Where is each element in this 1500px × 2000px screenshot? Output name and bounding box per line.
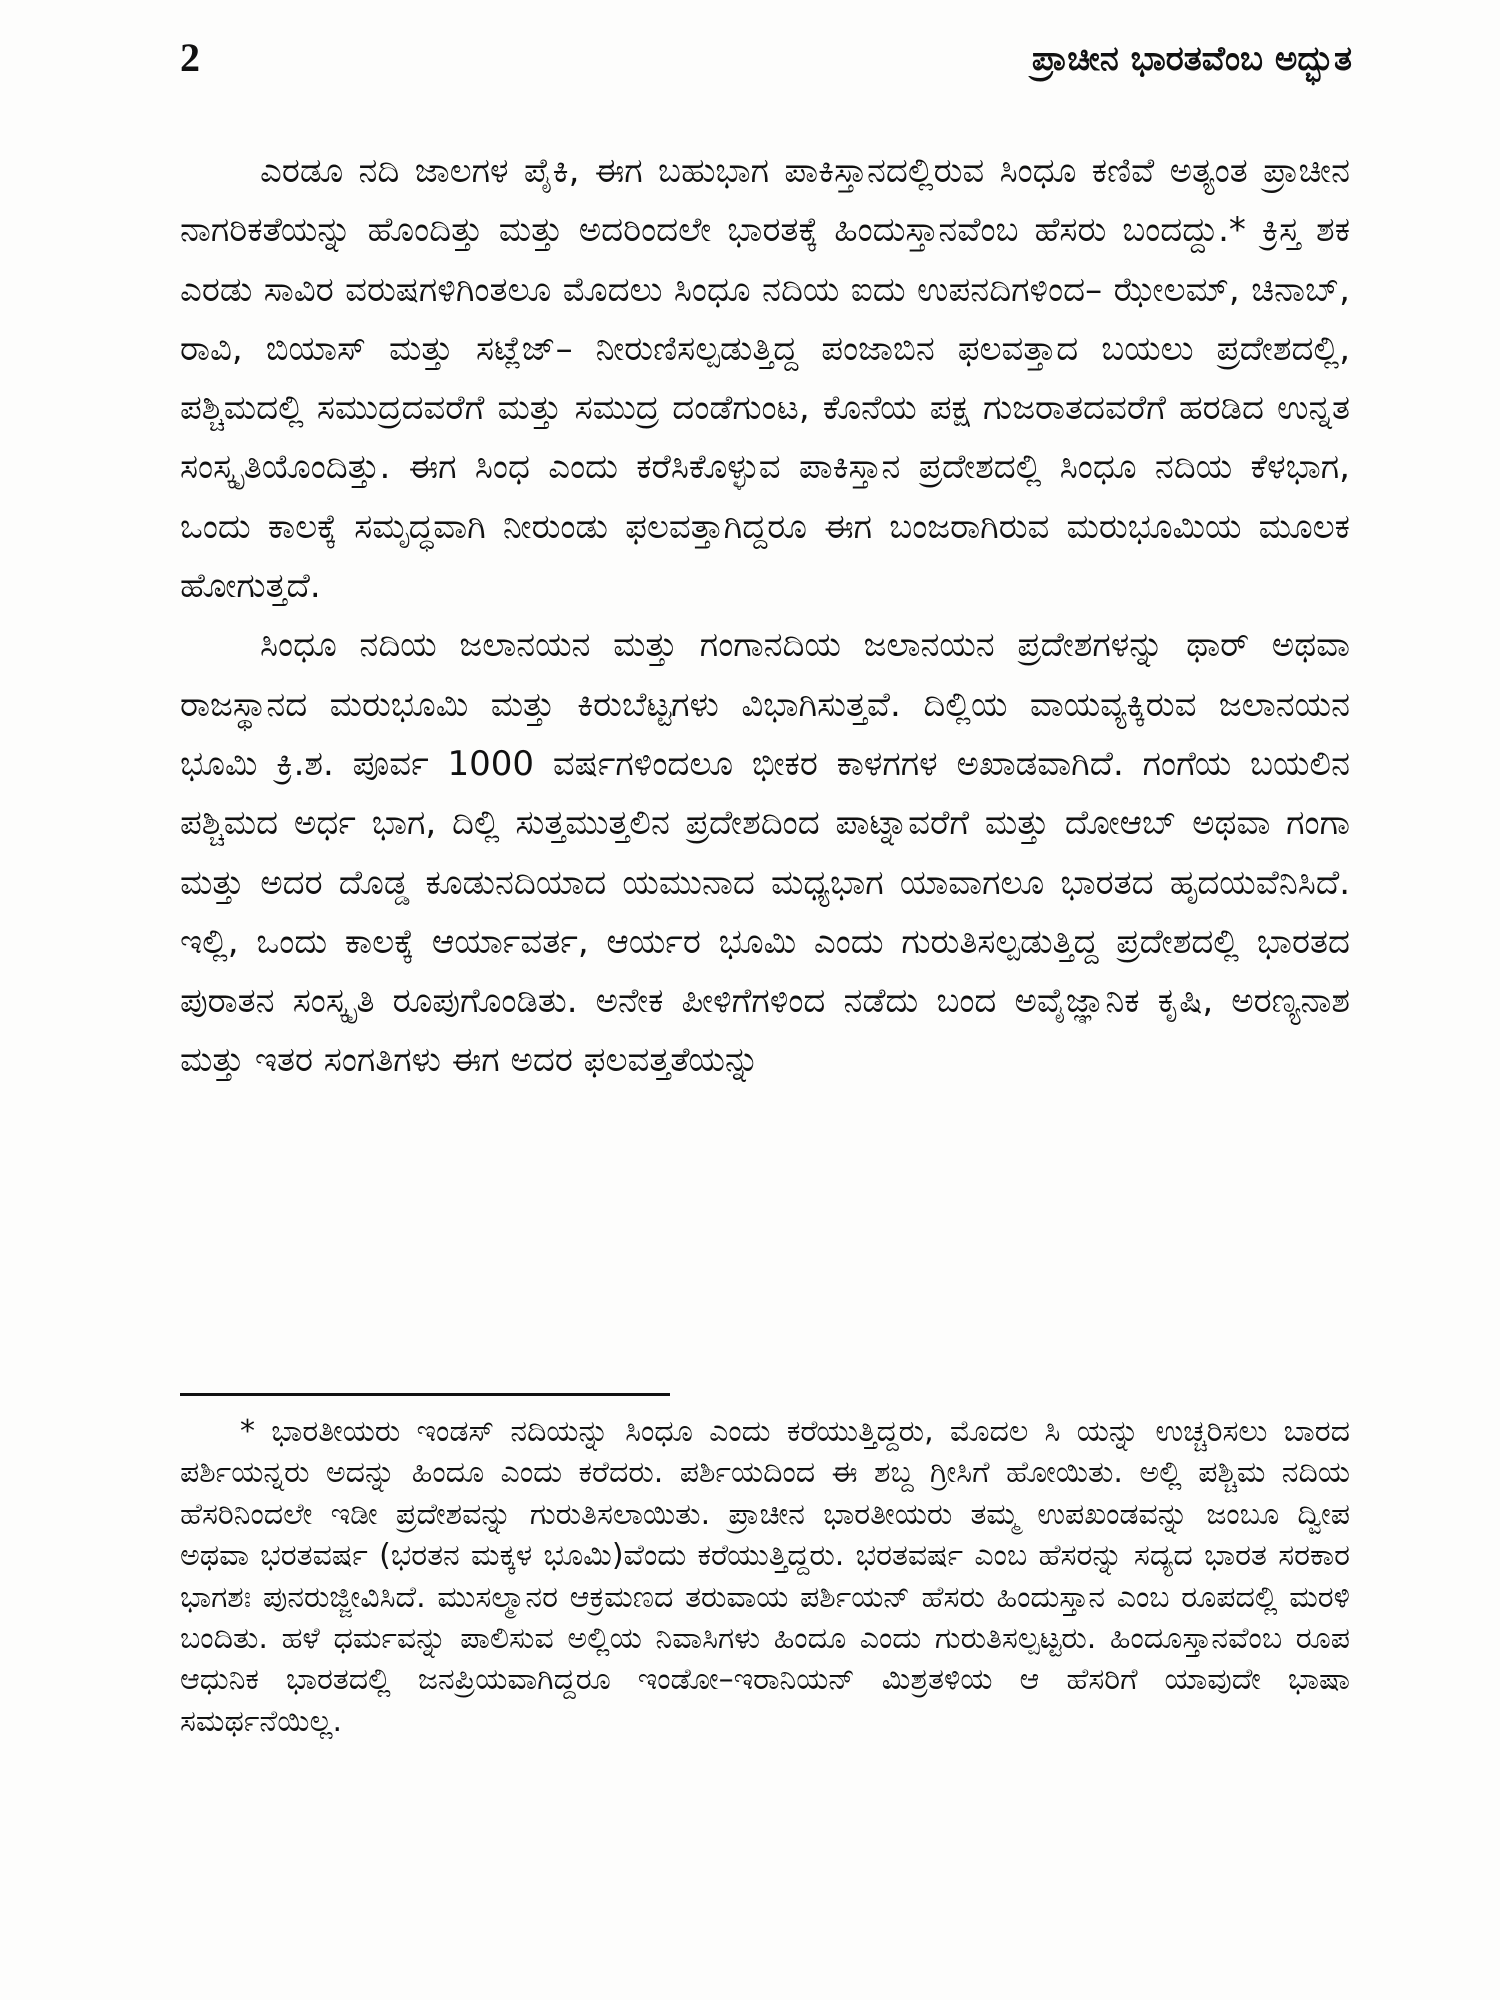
paragraph-1: ಎರಡೂ ನದಿ ಜಾಲಗಳ ಪೈಕಿ, ಈಗ ಬಹುಭಾಗ ಪಾಕಿಸ್ತಾನದಲ್ಲಿರುವ ಸಿಂಧೂ ಕಣಿವೆ ಅತ್ಯಂತ ಪ್ರಾಚೀನ ನಾಗರಿಕತೆಯನ್ನು ಹೊಂದಿತ್ತು ಮತ್ತು ಅದರಿಂದಲೇ ಭಾರತಕ್ಕೆ ಹಿಂದುಸ್ತಾನವೆಂಬ ಹೆಸರು ಬಂದದ್ದು.* ಕ್ರಿಸ್ತ ಶಕ ಎರಡು ಸಾವಿರ ವರುಷಗಳಿಗಿಂತಲೂ ಮೊದಲು ಸಿಂಧೂ ನದಿಯ ಐದು ಉಪನದಿಗಳಿಂದ– ಝೇಲಮ್, ಚಿನಾಬ್, ರಾವಿ, ಬಿಯಾಸ್ ಮತ್ತು ಸಟ್ಲೆಜ್– ನೀರುಣಿಸಲ್ಪಡುತ್ತಿದ್ದ ಪಂಜಾಬಿನ ಫಲವತ್ತಾದ ಬಯಲು ಪ್ರದೇಶದಲ್ಲಿ, ಪಶ್ಚಿಮದಲ್ಲಿ ಸಮುದ್ರದವರೆಗೆ ಮತ್ತು ಸಮುದ್ರ ದಂಡೆಗುಂಟ, ಕೊನೆಯ ಪಕ್ಷ ಗುಜರಾತದವರೆಗೆ ಹರಡಿದ ಉನ್ನತ ಸಂಸ್ಕೃತಿಯೊಂದಿತ್ತು. ಈಗ ಸಿಂಧ ಎಂದು ಕರೆಸಿಕೊಳ್ಳುವ ಪಾಕಿಸ್ತಾನ ಪ್ರದೇಶದಲ್ಲಿ ಸಿಂಧೂ ನದಿಯ ಕೆಳಭಾಗ, ಒಂದು ಕಾಲಕ್ಕೆ ಸಮೃದ್ಧವಾಗಿ ನೀರುಂಡು ಫಲವತ್ತಾಗಿದ್ದರೂ ಈಗ ಬಂಜರಾಗಿರುವ ಮರುಭೂಮಿಯ ಮೂಲಕ ಹೋಗುತ್ತದೆ. (180, 151, 1350, 607)
footnote-divider (180, 1393, 670, 1396)
page-number: 2 (180, 35, 200, 80)
footnote: * ಭಾರತೀಯರು ಇಂಡಸ್ ನದಿಯನ್ನು ಸಿಂಧೂ ಎಂದು ಕರೆಯುತ್ತಿದ್ದರು, ಮೊದಲ ಸಿ ಯನ್ನು ಉಚ್ಚರಿಸಲು ಬಾರದ ಪರ್ಶಿಯನ್ನರು ಅದನ್ನು ಹಿಂದೂ ಎಂದು ಕರೆದರು. ಪರ್ಶಿಯದಿಂದ ಈ ಶಬ್ದ ಗ್ರೀಸಿಗೆ ಹೋಯಿತು. ಅಲ್ಲಿ ಪಶ್ಚಿಮ ನದಿಯ ಹೆಸರಿನಿಂದಲೇ ಇಡೀ ಪ್ರದೇಶವನ್ನು ಗುರುತಿಸಲಾಯಿತು. ಪ್ರಾಚೀನ ಭಾರತೀಯರು ತಮ್ಮ ಉಪಖಂಡವನ್ನು ಜಂಬೂ ದ್ವೀಪ ಅಥವಾ ಭರತವರ್ಷ (ಭರತನ ಮಕ್ಕಳ ಭೂಮಿ)ವೆಂದು ಕರೆಯುತ್ತಿದ್ದರು. ಭರತವರ್ಷ ಎಂಬ ಹೆಸರನ್ನು ಸದ್ಯದ ಭಾರತ ಸರಕಾರ ಭಾಗಶಃ ಪುನರುಜ್ಜೀವಿಸಿದೆ. ಮುಸಲ್ಮಾನರ ಆಕ್ರಮಣದ ತರುವಾಯ ಪರ್ಶಿಯನ್ ಹೆಸರು ಹಿಂದುಸ್ತಾನ ಎಂಬ ರೂಪದಲ್ಲಿ ಮರಳಿ ಬಂದಿತು. ಹಳೆ ಧರ್ಮವನ್ನು ಪಾಲಿಸುವ ಅಲ್ಲಿಯ ನಿವಾಸಿಗಳು ಹಿಂದೂ ಎಂದು ಗುರುತಿಸಲ್ಪಟ್ಟರು. ಹಿಂದೂಸ್ತಾನವೆಂಬ ರೂಪ ಆಧುನಿಕ ಭಾರತದಲ್ಲಿ ಜನಪ್ರಿಯವಾಗಿದ್ದರೂ ಇಂಡೋ–ಇರಾನಿಯನ್ ಮಿಶ್ರತಳಿಯ ಆ ಹೆಸರಿಗೆ ಯಾವುದೇ ಭಾಷಾ ಸಮರ್ಥನೆಯಿಲ್ಲ. (180, 1414, 1350, 1739)
running-title: ಪ್ರಾಚೀನ ಭಾರತವೆಂಬ ಅದ್ಭುತ (1031, 39, 1352, 79)
main-text (180, 142, 1350, 1091)
paragraph-2: ಸಿಂಧೂ ನದಿಯ ಜಲಾನಯನ ಮತ್ತು ಗಂಗಾನದಿಯ ಜಲಾನಯನ ಪ್ರದೇಶಗಳನ್ನು ಥಾರ್ ಅಥವಾ ರಾಜಸ್ಥಾನದ ಮರುಭೂಮಿ ಮತ್ತು ಕಿರುಬೆಟ್ಟಗಳು ವಿಭಾಗಿಸುತ್ತವೆ. ದಿಲ್ಲಿಯ ವಾಯವ್ಯಕ್ಕಿರುವ ಜಲಾನಯನ ಭೂಮಿ ಕ್ರಿ.ಶ. ಪೂರ್ವ 1000 ವರ್ಷಗಳಿಂದಲೂ ಭೀಕರ ಕಾಳಗಗಳ ಅಖಾಡವಾಗಿದೆ. ಗಂಗೆಯ ಬಯಲಿನ ಪಶ್ಚಿಮದ ಅರ್ಧ ಭಾಗ, ದಿಲ್ಲಿ ಸುತ್ತಮುತ್ತಲಿನ ಪ್ರದೇಶದಿಂದ ಪಾಟ್ನಾವರೆಗೆ ಮತ್ತು ದೋಆಬ್ ಅಥವಾ ಗಂಗಾ ಮತ್ತು ಅದರ ದೊಡ್ಡ ಕೂಡುನದಿಯಾದ ಯಮುನಾದ ಮಧ್ಯಭಾಗ ಯಾವಾಗಲೂ ಭಾರತದ ಹೃದಯವೆನಿಸಿದೆ. ಇಲ್ಲಿ, ಒಂದು ಕಾಲಕ್ಕೆ ಆರ್ಯಾವರ್ತ, ಆರ್ಯರ ಭೂಮಿ ಎಂದು ಗುರುತಿಸಲ್ಪಡುತ್ತಿದ್ದ ಪ್ರದೇಶದಲ್ಲಿ ಭಾರತದ ಪುರಾತನ ಸಂಸ್ಕೃತಿ ರೂಪುಗೊಂಡಿತು. ಅನೇಕ ಪೀಳಿಗೆಗಳಿಂದ ನಡೆದು ಬಂದ ಅವೈಜ್ಞಾನಿಕ ಕೃಷಿ, ಅರಣ್ಯನಾಶ ಮತ್ತು ಇತರ ಸಂಗತಿಗಳು ಈಗ ಅದರ ಫಲವತ್ತತೆಯನ್ನು (180, 625, 1350, 1081)
